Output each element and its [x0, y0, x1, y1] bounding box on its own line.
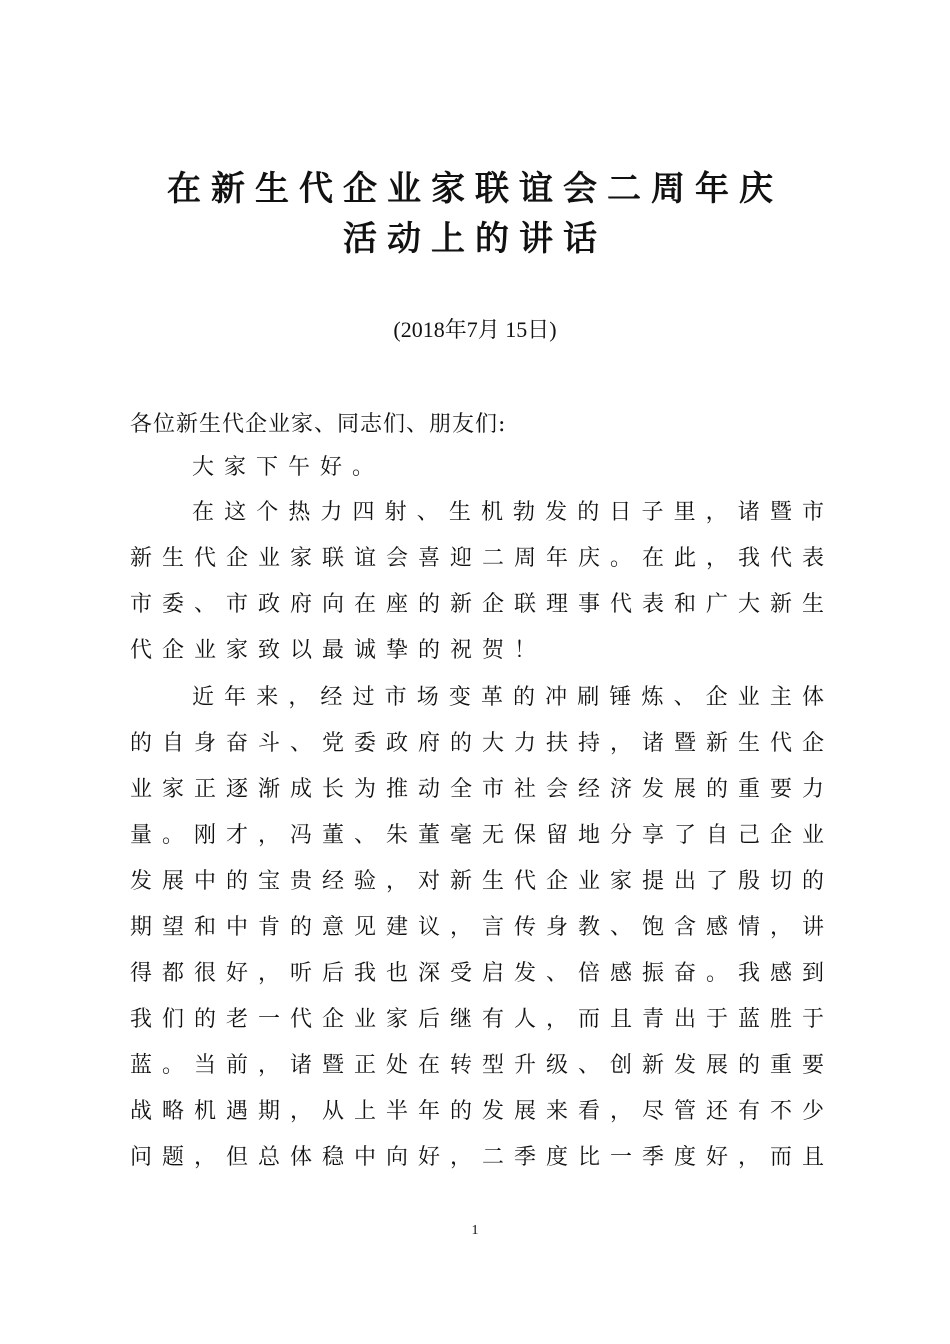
- paragraph-1-line: 代企业家致以最诚挚的祝贺！: [130, 638, 547, 663]
- paragraph-2-line: 近年来，经过市场变革的冲刷锤炼、企业主体: [192, 685, 824, 710]
- paragraph-2-line: 蓝。当前，诸暨正处在转型升级、创新发展的重要: [130, 1053, 824, 1078]
- paragraph-2-line: 期望和中肯的意见建议，言传身教、饱含感情，讲: [130, 915, 824, 940]
- paragraph-2-line: 发展中的宝贵经验，对新生代企业家提出了殷切的: [130, 869, 824, 894]
- page-number: 1: [471, 1223, 479, 1238]
- paragraph-2-line: 业家正逐渐成长为推动全市社会经济发展的重要力: [130, 777, 824, 802]
- paragraph-2-line: 得都很好，听后我也深受启发、倍感振奋。我感到: [130, 961, 824, 986]
- document-title-line-1: 在新生代企业家联谊会二周年庆: [167, 169, 783, 209]
- document-title-line-2: 活动上的讲话: [343, 219, 607, 259]
- paragraph-2-line: 的自身奋斗、党委政府的大力扶持，诸暨新生代企: [130, 731, 824, 756]
- salutation: 各位新生代企业家、同志们、朋友们:: [130, 412, 507, 437]
- paragraph-1-line: 新生代企业家联谊会喜迎二周年庆。在此，我代表: [130, 546, 824, 571]
- paragraph-2-line: 我们的老一代企业家后继有人，而且青出于蓝胜于: [130, 1007, 824, 1032]
- paragraph-2-line: 战略机遇期，从上半年的发展来看，尽管还有不少: [130, 1099, 824, 1124]
- paragraph-2-line: 问题，但总体稳中向好，二季度比一季度好，而且: [130, 1145, 824, 1170]
- paragraph-2-line: 量。刚才，冯董、朱董毫无保留地分享了自己企业: [130, 823, 824, 848]
- greeting: 大家下午好。: [192, 455, 385, 480]
- paragraph-1-line: 市委、市政府向在座的新企联理事代表和广大新生: [130, 592, 824, 617]
- speech-date: (2018年7月 15日): [393, 317, 557, 342]
- paragraph-1-line: 在这个热力四射、生机勃发的日子里，诸暨市: [192, 500, 824, 525]
